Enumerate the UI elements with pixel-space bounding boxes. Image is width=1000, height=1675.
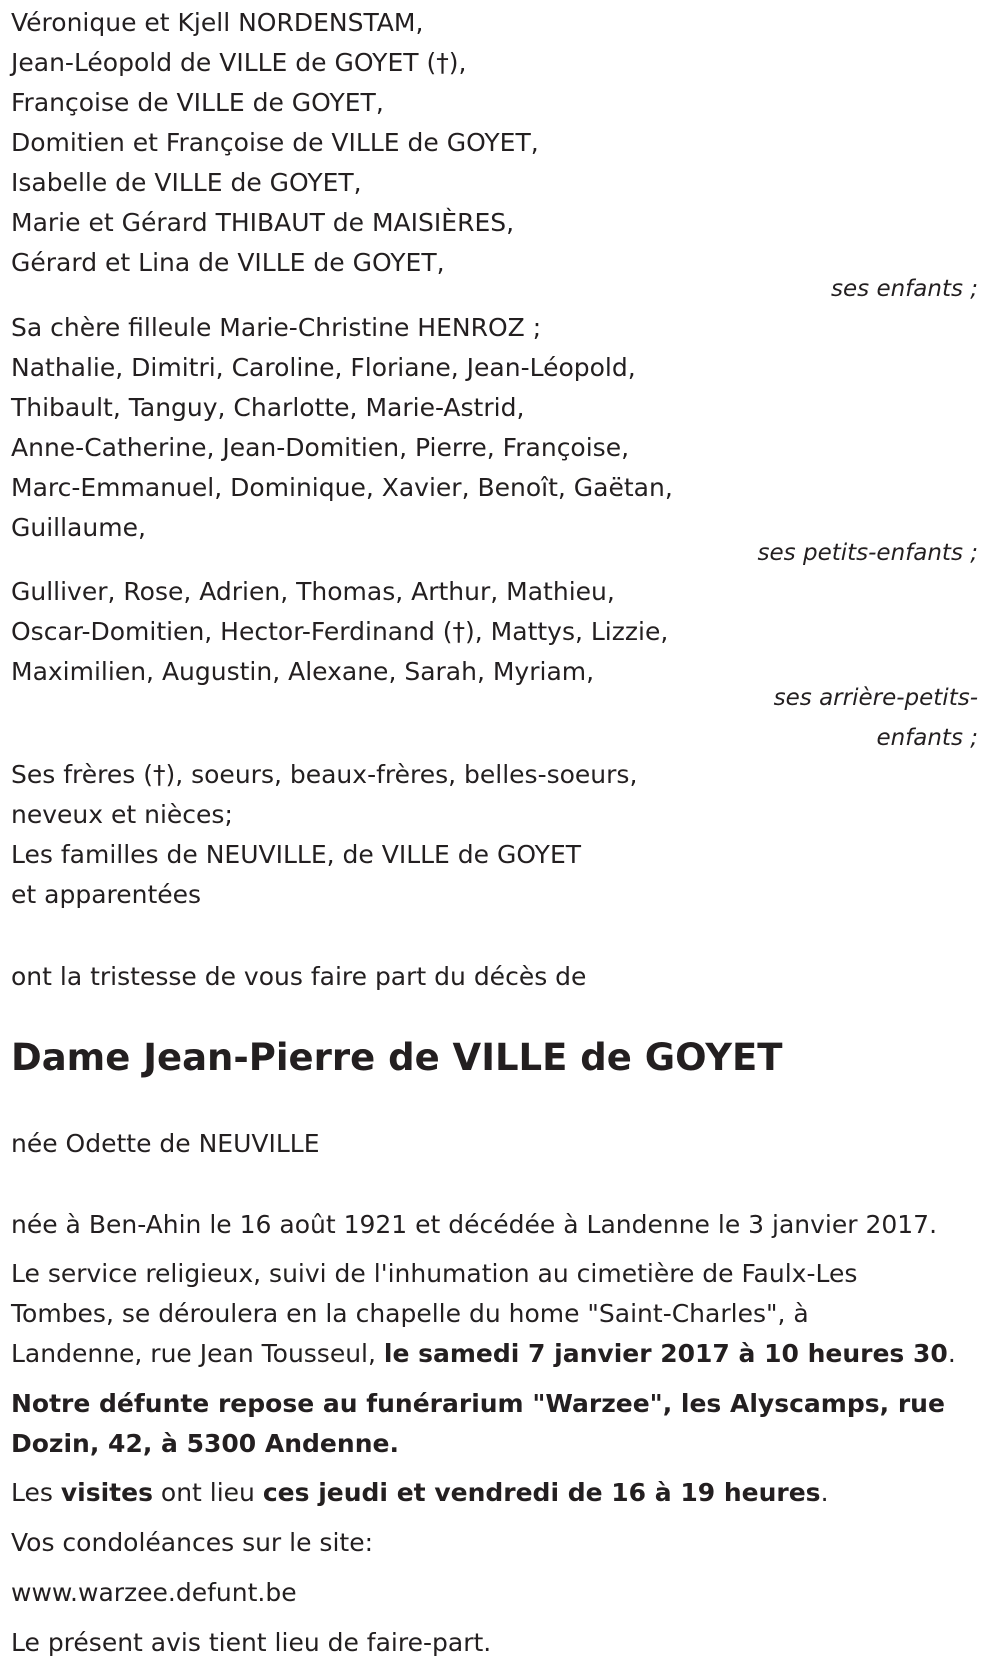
rest-place-line: Dozin, 42, à 5300 Andenne. bbox=[11, 1429, 399, 1458]
visits-prefix: Les bbox=[11, 1478, 61, 1507]
grandchildren-line: Marc-Emmanuel, Dominique, Xavier, Benoît, Gaëtan, bbox=[11, 473, 673, 502]
children-line: Véronique et Kjell NORDENSTAM, bbox=[11, 8, 424, 37]
role-grandchildren: ses petits-enfants ; bbox=[757, 540, 978, 566]
service-suffix: . bbox=[947, 1339, 956, 1368]
children-line: Françoise de VILLE de GOYET, bbox=[11, 88, 384, 117]
children-line: Isabelle de VILLE de GOYET, bbox=[11, 168, 362, 197]
deceased-name: Dame Jean-Pierre de VILLE de GOYET bbox=[11, 1036, 783, 1079]
grandchildren-line: Thibault, Tanguy, Charlotte, Marie-Astrid, bbox=[11, 393, 525, 422]
role-children: ses enfants ; bbox=[831, 276, 978, 302]
visits-word: visites bbox=[60, 1478, 153, 1507]
children-line: Jean-Léopold de VILLE de GOYET (†), bbox=[11, 48, 467, 77]
maiden-name: née Odette de NEUVILLE bbox=[11, 1129, 320, 1158]
birth-death: née à Ben-Ahin le 16 août 1921 et décédée à Landenne le 3 janvier 2017. bbox=[11, 1210, 938, 1239]
visits-times: ces jeudi et vendredi de 16 à 19 heures bbox=[262, 1478, 821, 1507]
great-grandchildren-line: Maximilien, Augustin, Alexane, Sarah, Myriam, bbox=[11, 657, 595, 686]
children-line: Gérard et Lina de VILLE de GOYET, bbox=[11, 248, 445, 277]
great-grandchildren-line: Gulliver, Rose, Adrien, Thomas, Arthur, Mathieu, bbox=[11, 577, 615, 606]
relatives-line: Ses frères (†), soeurs, beaux-frères, belles-soeurs, bbox=[11, 760, 638, 789]
grandchildren-line: Sa chère filleule Marie-Christine HENROZ ; bbox=[11, 313, 542, 342]
visits-line bbox=[11, 1476, 829, 1510]
grandchildren-line: Anne-Catherine, Jean-Domitien, Pierre, Françoise, bbox=[11, 433, 630, 462]
role-great-grandchildren: enfants ; bbox=[876, 725, 978, 751]
closing-note: Le présent avis tient lieu de faire-part. bbox=[11, 1628, 492, 1657]
role-great-grandchildren: ses arrière-petits- bbox=[773, 685, 978, 711]
announcement: ont la tristesse de vous faire part du décès de bbox=[11, 962, 587, 991]
great-grandchildren-line: Oscar-Domitien, Hector-Ferdinand (†), Mattys, Lizzie, bbox=[11, 617, 669, 646]
children-line: Marie et Gérard THIBAUT de MAISIÈRES, bbox=[11, 208, 515, 237]
relatives-line: et apparentées bbox=[11, 880, 202, 909]
visits-middle: ont lieu bbox=[152, 1478, 263, 1507]
rest-place-line: Notre défunte repose au funérarium "Warzee", les Alyscamps, rue bbox=[11, 1389, 945, 1418]
service-line: Tombes, se déroulera en la chapelle du home "Saint-Charles", à bbox=[11, 1299, 809, 1328]
grandchildren-line: Nathalie, Dimitri, Caroline, Floriane, Jean-Léopold, bbox=[11, 353, 636, 382]
children-line: Domitien et Françoise de VILLE de GOYET, bbox=[11, 128, 539, 157]
service-line: Le service religieux, suivi de l'inhumation au cimetière de Faulx-Les bbox=[11, 1259, 858, 1288]
relatives-line: Les familles de NEUVILLE, de VILLE de GOYET bbox=[11, 840, 582, 869]
relatives-line: neveux et nièces; bbox=[11, 800, 233, 829]
service-prefix: Landenne, rue Jean Tousseul, bbox=[11, 1339, 384, 1368]
grandchildren-line: Guillaume, bbox=[11, 513, 146, 542]
website-link[interactable]: www.warzee.defunt.be bbox=[11, 1578, 297, 1607]
condolences-label: Vos condoléances sur le site: bbox=[11, 1528, 374, 1557]
service-date: le samedi 7 janvier 2017 à 10 heures 30 bbox=[383, 1339, 948, 1368]
service-line bbox=[11, 1337, 956, 1371]
visits-suffix: . bbox=[820, 1478, 829, 1507]
